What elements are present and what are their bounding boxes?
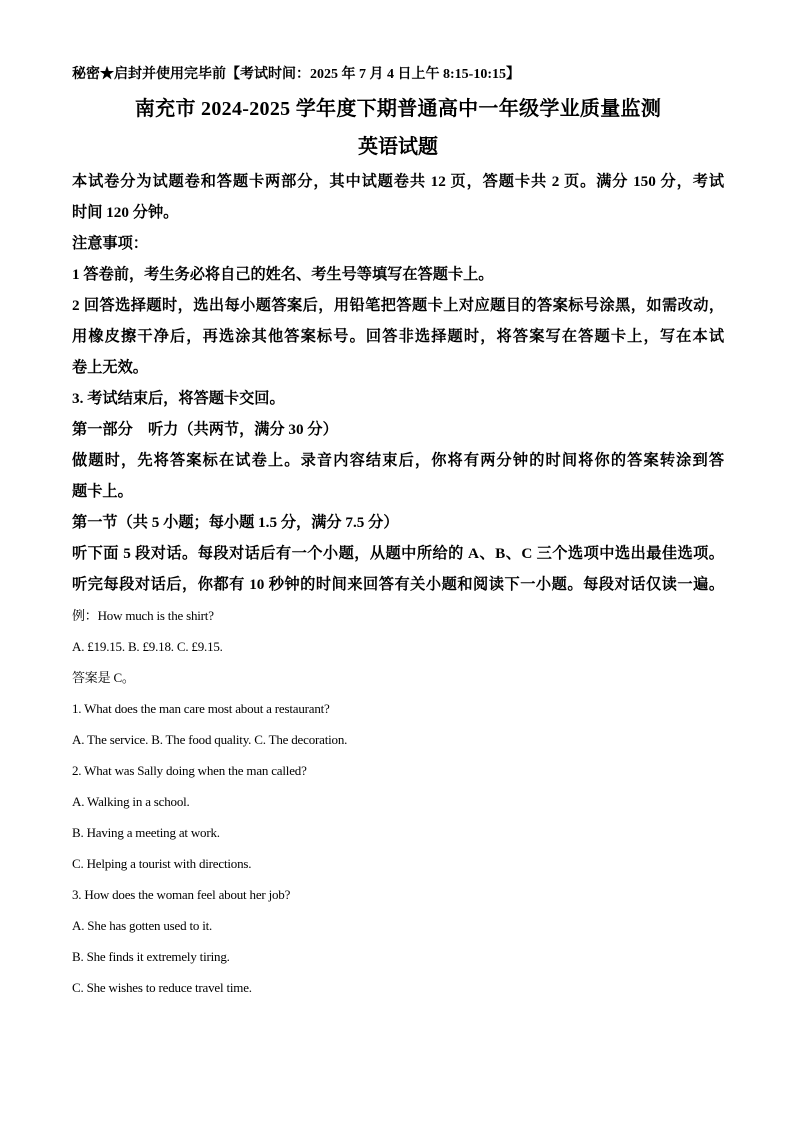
note-item-3: 3. 考试结束后，将答题卡交回。 <box>72 390 285 407</box>
part1-desc-line-2: 题卡上。 <box>72 483 133 500</box>
example-answer: 答案是 C。 <box>72 670 135 685</box>
question-2-stem: 2. What was Sally doing when the man called? <box>72 763 307 778</box>
section1-desc-line-1: 听下面 5 段对话。每段对话后有一个小题，从题中所给的 A、B、C 三个选项中选出最佳选项。 <box>72 545 724 562</box>
question-3-option-c: C. She wishes to reduce travel time. <box>72 980 252 995</box>
intro-line-2: 时间 120 分钟。 <box>72 204 179 221</box>
note-item-2-line-3: 卷上无效。 <box>72 359 148 376</box>
question-2-option-a: A. Walking in a school. <box>72 794 190 809</box>
part1-desc-line-1: 做题时，先将答案标在试卷上。录音内容结束后，你将有两分钟的时间将你的答案转涂到答 <box>72 452 724 469</box>
exam-page <box>72 62 724 1003</box>
note-item-1: 1 答卷前，考生务必将自己的姓名、考生号等填写在答题卡上。 <box>72 266 494 283</box>
section1-heading: 第一节（共 5 小题；每小题 1.5 分，满分 7.5 分） <box>72 514 399 531</box>
example-question: 例：How much is the shirt? <box>72 608 214 623</box>
example-options: A. £19.15. B. £9.18. C. £9.15. <box>72 639 223 654</box>
question-2-option-c: C. Helping a tourist with directions. <box>72 856 252 871</box>
exam-title: 南充市 2024-2025 学年度下期普通高中一年级学业质量监测 <box>134 98 662 120</box>
section1-desc-line-2: 听完每段对话后，你都有 10 秒钟的时间来回答有关小题和阅读下一小题。每段对话仅读一遍。 <box>72 576 724 593</box>
subject-title: 英语试题 <box>358 136 438 158</box>
note-item-2-line-2: 用橡皮擦干净后，再选涂其他答案标号。回答非选择题时，将答案写在答题卡上，写在本试 <box>72 328 724 345</box>
notes-heading: 注意事项： <box>72 235 148 252</box>
part1-heading: 第一部分 听力（共两节，满分 30 分） <box>72 421 338 438</box>
note-item-2-line-1: 2 回答选择题时，选出每小题答案后，用铅笔把答题卡上对应题目的答案标号涂黑，如需改动， <box>72 297 724 314</box>
question-3-option-b: B. She finds it extremely tiring. <box>72 949 230 964</box>
confidential-header: 秘密★启封并使用完毕前【考试时间：2025 年 7 月 4 日上午 8:15-10:15】 <box>72 67 520 82</box>
question-1-options: A. The service. B. The food quality. C. The decoration. <box>72 732 348 747</box>
question-3-stem: 3. How does the woman feel about her job? <box>72 887 291 902</box>
question-2-option-b: B. Having a meeting at work. <box>72 825 220 840</box>
intro-line-1: 本试卷分为试题卷和答题卡两部分，其中试题卷共 12 页，答题卡共 2 页。满分 150 分，考试 <box>72 173 724 190</box>
question-3-option-a: A. She has gotten used to it. <box>72 918 213 933</box>
question-1-stem: 1. What does the man care most about a restaurant? <box>72 701 330 716</box>
